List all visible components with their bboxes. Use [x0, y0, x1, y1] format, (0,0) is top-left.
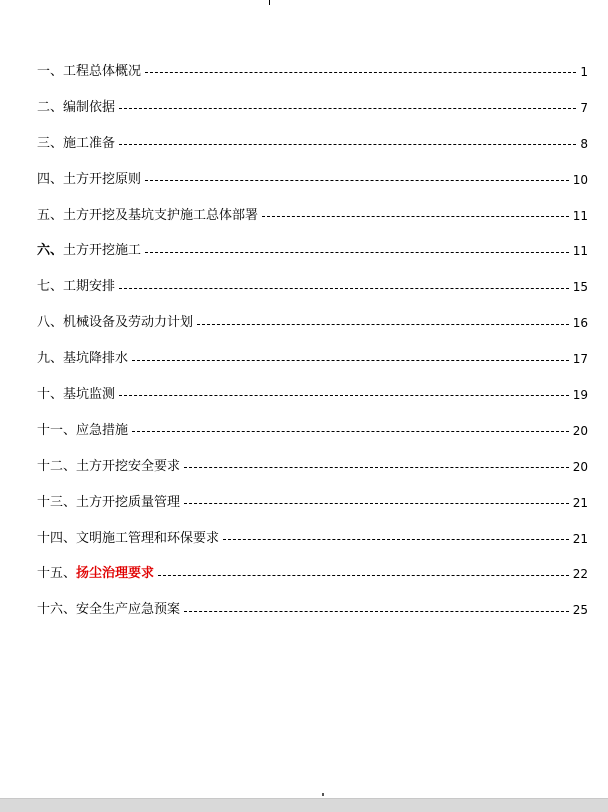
toc-entry-title: 土方开挖及基坑支护施工总体部署	[63, 207, 259, 223]
toc-dot-leader	[119, 288, 569, 289]
toc-entry-page: 16	[572, 316, 588, 331]
toc-entry-page: 10	[572, 172, 588, 187]
toc-entry-title: 土方开挖原则	[63, 171, 142, 187]
toc-dot-leader	[184, 467, 569, 468]
toc-dot-leader	[119, 395, 569, 396]
toc-entry[interactable]	[37, 413, 588, 449]
toc-dot-leader	[262, 216, 569, 217]
toc-entry-title: 基坑监测	[63, 386, 116, 402]
toc-entry-title: 文明施工管理和环保要求	[76, 530, 220, 546]
toc-entry[interactable]	[37, 485, 588, 521]
toc-entry-page: 25	[572, 603, 588, 618]
toc-dot-leader	[145, 180, 569, 181]
toc-entry-number: 十、	[37, 386, 64, 402]
toc-entry-page: 20	[572, 423, 588, 438]
toc-entry-page: 22	[572, 567, 588, 582]
toc-entry-number: 十四、	[37, 530, 77, 546]
toc-entry-page: 17	[572, 352, 588, 367]
toc-entry-number: 十五、	[37, 566, 77, 582]
toc-dot-leader	[197, 324, 569, 325]
text-cursor-mark	[269, 0, 270, 5]
toc-entry-page: 21	[572, 495, 588, 510]
table-of-contents	[37, 54, 588, 628]
toc-entry-page: 20	[572, 459, 588, 474]
toc-dot-leader	[158, 575, 569, 576]
toc-dot-leader	[184, 611, 569, 612]
toc-dot-leader	[145, 252, 569, 253]
page-break-mark	[322, 793, 324, 796]
toc-entry-number: 四、	[37, 171, 64, 187]
toc-entry-page: 11	[572, 244, 588, 259]
toc-entry-number: 三、	[37, 135, 64, 151]
toc-dot-leader	[119, 144, 576, 145]
toc-entry-title: 机械设备及劳动力计划	[63, 315, 194, 331]
toc-entry-number: 十六、	[37, 602, 77, 618]
toc-entry-page: 15	[572, 280, 588, 295]
toc-entry-number: 五、	[37, 207, 64, 223]
toc-entry-title: 土方开挖安全要求	[76, 458, 181, 474]
toc-entry-title: 土方开挖施工	[63, 243, 142, 259]
toc-entry[interactable]	[37, 90, 588, 126]
toc-dot-leader	[132, 431, 569, 432]
toc-entry-title-highlighted: 扬尘治理要求	[76, 566, 155, 582]
toc-entry-page: 19	[572, 387, 588, 402]
toc-entry[interactable]	[37, 341, 588, 377]
toc-entry[interactable]	[37, 126, 588, 162]
toc-dot-leader	[223, 539, 569, 540]
toc-entry[interactable]	[37, 592, 588, 628]
toc-entry[interactable]	[37, 449, 588, 485]
toc-entry-title: 基坑降排水	[63, 351, 129, 367]
toc-entry-number: 六、	[37, 243, 64, 259]
toc-entry-title: 工程总体概况	[63, 63, 142, 79]
toc-entry-number: 十一、	[37, 422, 77, 438]
toc-entry-number: 九、	[37, 351, 64, 367]
toc-entry-page: 11	[572, 208, 588, 223]
toc-entry-title: 应急措施	[76, 422, 129, 438]
toc-entry-number: 八、	[37, 315, 64, 331]
toc-entry-title: 施工准备	[63, 135, 116, 151]
toc-entry-page: 21	[572, 531, 588, 546]
toc-entry[interactable]	[37, 162, 588, 198]
toc-entry-number: 七、	[37, 279, 64, 295]
toc-dot-leader	[184, 503, 569, 504]
toc-entry-page: 8	[580, 136, 588, 151]
toc-entry-number: 一、	[37, 63, 64, 79]
toc-entry-page: 1	[580, 64, 588, 79]
toc-entry[interactable]	[37, 198, 588, 234]
toc-entry[interactable]	[37, 54, 588, 90]
toc-entry[interactable]	[37, 521, 588, 557]
toc-dot-leader	[132, 360, 569, 361]
toc-entry-page: 7	[580, 100, 588, 115]
toc-entry[interactable]	[37, 556, 588, 592]
toc-entry[interactable]	[37, 377, 588, 413]
toc-dot-leader	[145, 72, 576, 73]
toc-entry-number: 十三、	[37, 494, 77, 510]
toc-entry-title: 安全生产应急预案	[76, 602, 181, 618]
toc-entry[interactable]	[37, 305, 588, 341]
toc-entry[interactable]	[37, 233, 588, 269]
toc-entry-number: 十二、	[37, 458, 77, 474]
toc-entry-title: 土方开挖质量管理	[76, 494, 181, 510]
toc-entry-title: 编制依据	[63, 99, 116, 115]
toc-dot-leader	[119, 108, 576, 109]
bottom-scrollbar-area[interactable]	[0, 798, 608, 812]
toc-entry-number: 二、	[37, 99, 64, 115]
toc-entry-title: 工期安排	[63, 279, 116, 295]
toc-entry[interactable]	[37, 269, 588, 305]
